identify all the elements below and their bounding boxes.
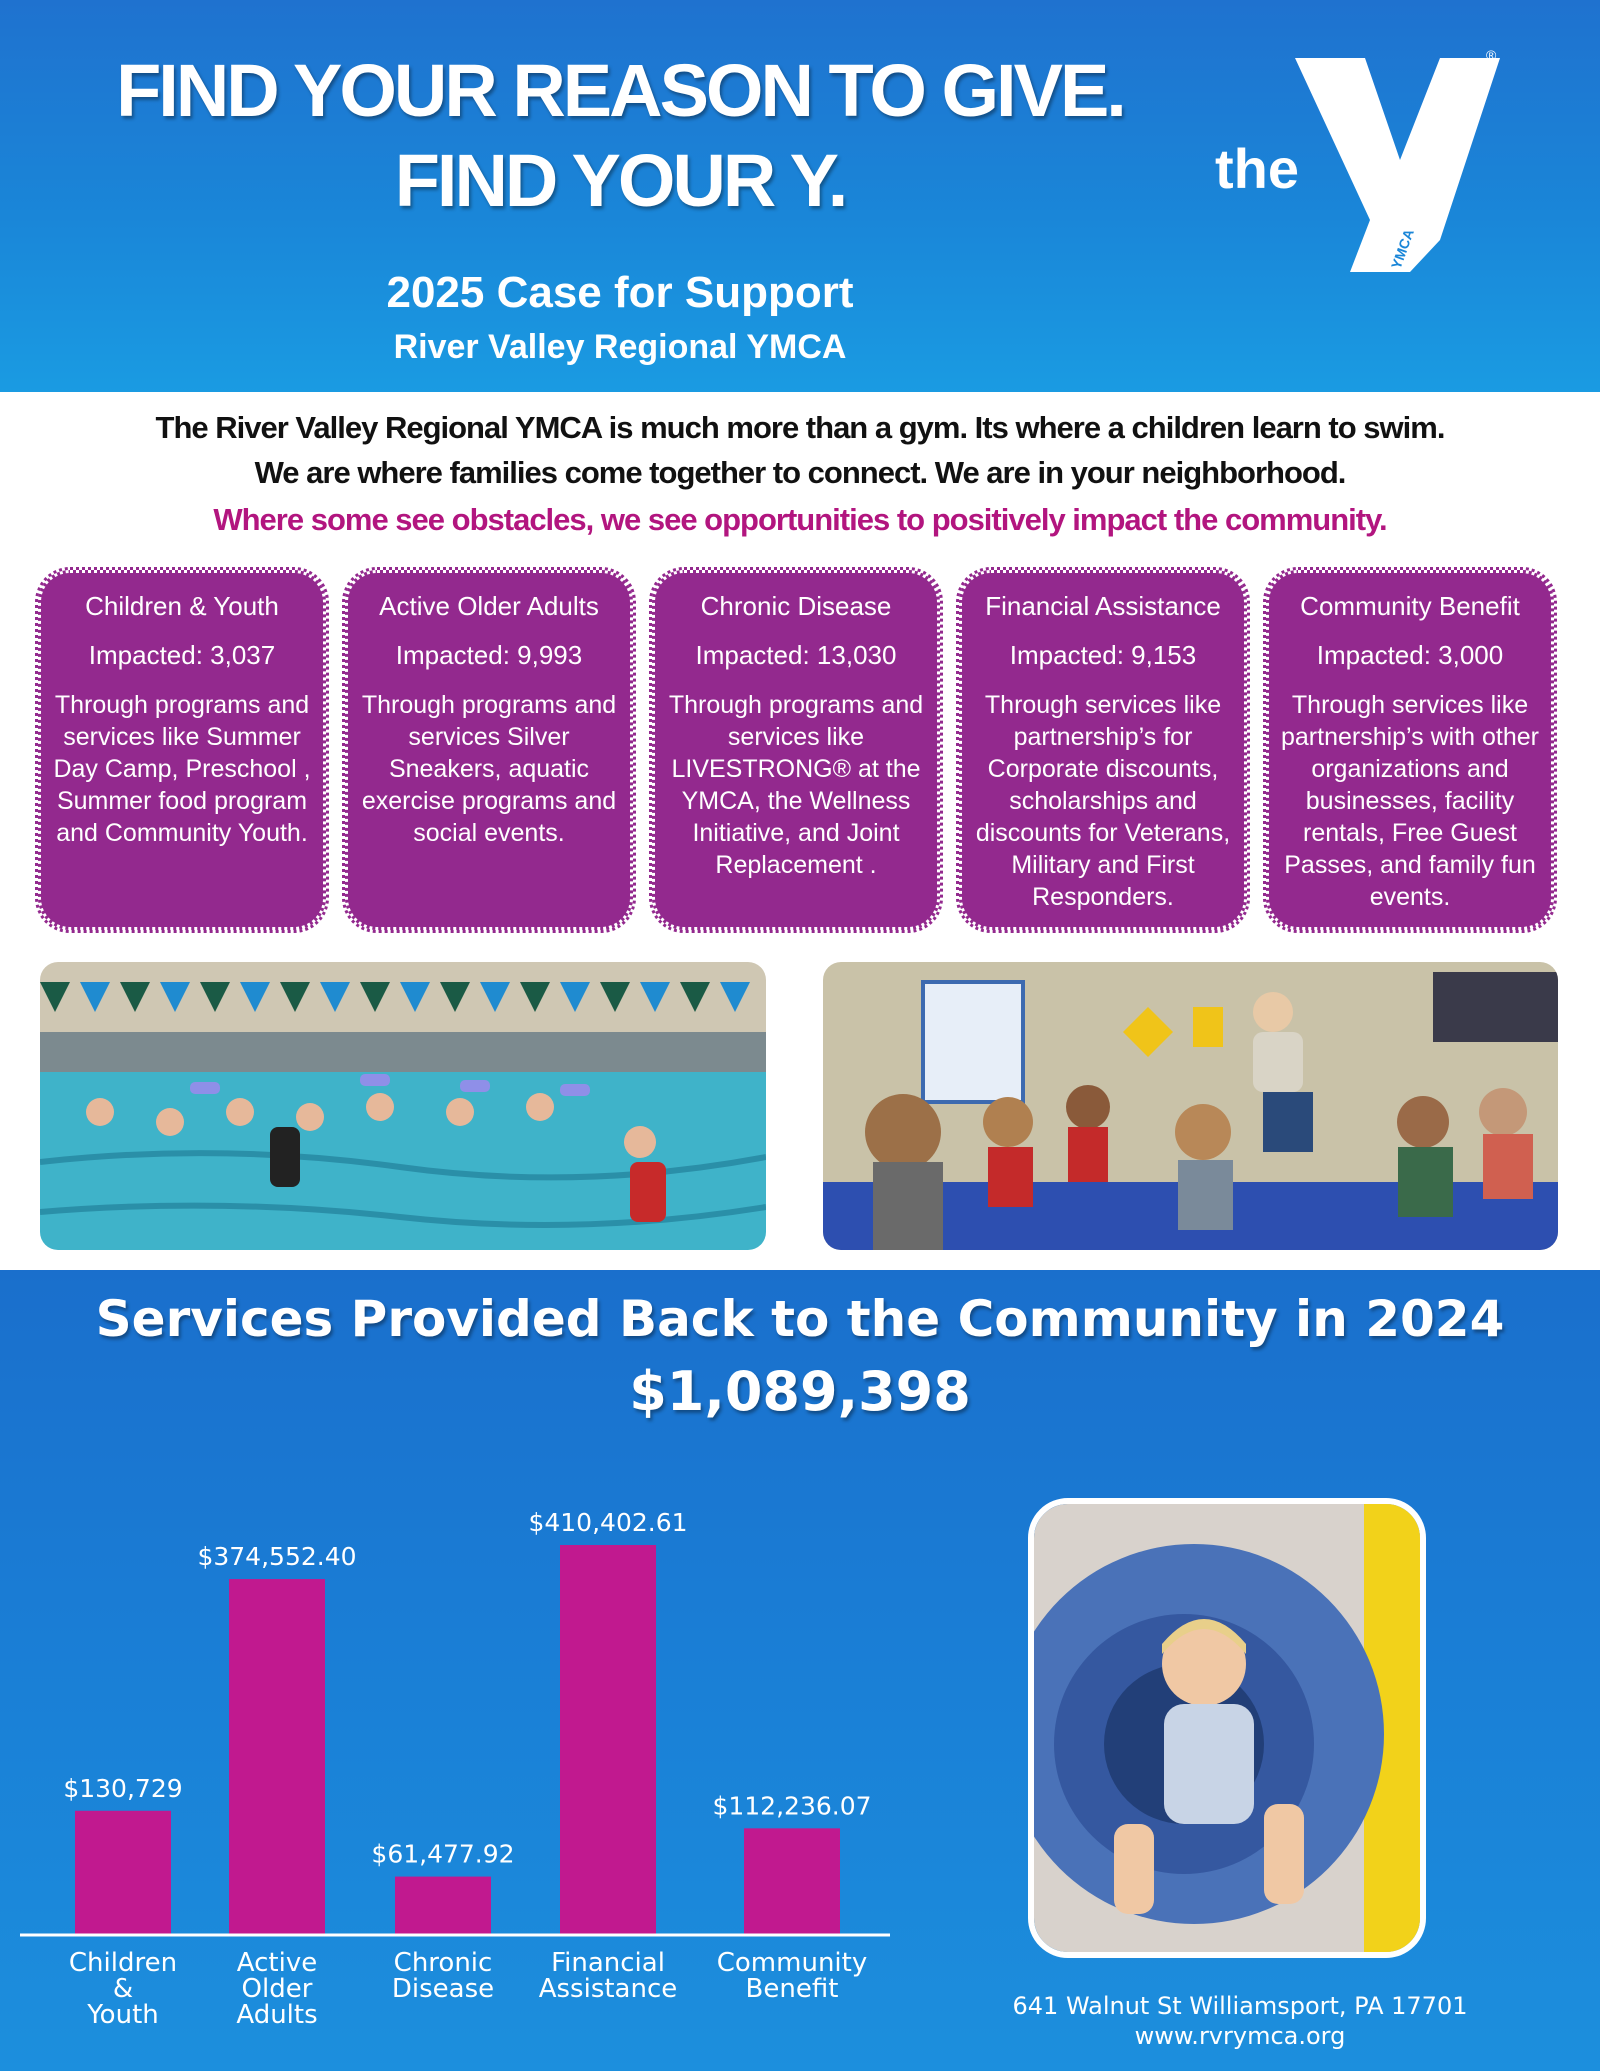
category-label-1: Adults — [236, 2000, 318, 2030]
card-description: Through programs and services like Summer Day Camp, Preschool , Summer food program and Community Youth. — [53, 691, 311, 847]
card-children-youth — [38, 570, 326, 930]
card-description: Through services like partnership’s with other organizations and businesses, facility rentals, Free Guest Passes, and family fun events. — [1280, 691, 1539, 911]
svg-text:YMCA: YMCA — [1387, 226, 1417, 272]
category-label-0: Youth — [87, 2000, 159, 2030]
card-title: Community Benefit — [1300, 591, 1520, 621]
category-label-3: Financial — [551, 1948, 665, 1978]
services-bar-chart — [0, 1480, 920, 2070]
address: 641 Walnut St Williamsport, PA 17701 — [1012, 1992, 1468, 2020]
pool-aerobics-photo — [40, 962, 766, 1250]
bar-value-label-3: $410,402.61 — [528, 1508, 688, 1537]
card-community-benefit — [1266, 570, 1554, 930]
headline-line2: FIND YOUR Y. — [394, 139, 846, 222]
category-label-2: Chronic — [393, 1948, 493, 1978]
bar-value-label-0: $130,729 — [63, 1773, 183, 1803]
svg-text:the: the — [1215, 137, 1299, 200]
card-description: Through programs and services Silver Sneakers, aquatic exercise programs and social events. — [361, 691, 617, 847]
bar-4 — [744, 1828, 840, 1935]
bar-0 — [75, 1811, 171, 1935]
intro-line1: The River Valley Regional YMCA is much more than a gym. Its where a children learn to swim. — [155, 410, 1445, 445]
classroom-photo — [823, 962, 1558, 1250]
headline-line1: FIND YOUR REASON TO GIVE. — [116, 49, 1124, 132]
card-title: Financial Assistance — [985, 591, 1221, 621]
category-label-4: Community — [716, 1948, 868, 1978]
card-impact: Impacted: 13,030 — [695, 640, 897, 670]
card-description: Through programs and services like LIVESTRONG® at the YMCA, the Wellness Initiative, and Joint Replacement . — [668, 691, 924, 879]
intro-tagline: Where some see obstacles, we see opportunities to positively impact the community. — [213, 502, 1387, 537]
child-tunnel-photo — [1028, 1498, 1426, 1958]
category-label-0: & — [112, 1974, 134, 2004]
card-title: Active Older Adults — [379, 591, 599, 621]
card-impact: Impacted: 3,037 — [88, 640, 276, 670]
category-label-3: Assistance — [538, 1974, 678, 2004]
category-label-4: Benefit — [745, 1974, 839, 2004]
website-link[interactable]: www.rvrymca.org — [1134, 2022, 1346, 2050]
category-label-2: Disease — [391, 1974, 495, 2004]
bar-1 — [229, 1579, 325, 1935]
bar-value-label-1: $374,552.40 — [197, 1542, 357, 1572]
intro-line2: We are where families come together to connect. We are in your neighborhood. — [254, 455, 1346, 490]
card-title: Children & Youth — [85, 591, 279, 621]
card-description: Through services like partnership’s for Corporate discounts, scholarships and discounts for Veterans, Military and First Responders. — [975, 691, 1231, 911]
card-title: Chronic Disease — [700, 591, 892, 621]
services-total: $1,089,398 — [629, 1360, 971, 1423]
bar-3 — [560, 1545, 656, 1935]
card-impact: Impacted: 9,993 — [395, 640, 583, 670]
page-subtitle: 2025 Case for Support — [386, 268, 854, 317]
card-active-older-adults — [345, 570, 633, 930]
bar-value-label-4: $112,236.07 — [712, 1791, 872, 1821]
org-name: River Valley Regional YMCA — [393, 328, 847, 366]
category-label-0: Children — [68, 1948, 178, 1978]
card-financial-assistance — [959, 570, 1247, 930]
svg-text:®: ® — [1486, 47, 1497, 63]
services-title: Services Provided Back to the Community in 2024 — [95, 1290, 1505, 1348]
category-label-1: Active — [236, 1948, 318, 1978]
card-impact: Impacted: 3,000 — [1316, 640, 1504, 670]
ymca-logo — [1200, 40, 1500, 290]
category-label-1: Older — [241, 1974, 313, 2004]
card-chronic-disease — [652, 570, 940, 930]
bar-2 — [395, 1877, 491, 1935]
bar-value-label-2: $61,477.92 — [371, 1839, 515, 1869]
card-impact: Impacted: 9,153 — [1009, 640, 1197, 670]
